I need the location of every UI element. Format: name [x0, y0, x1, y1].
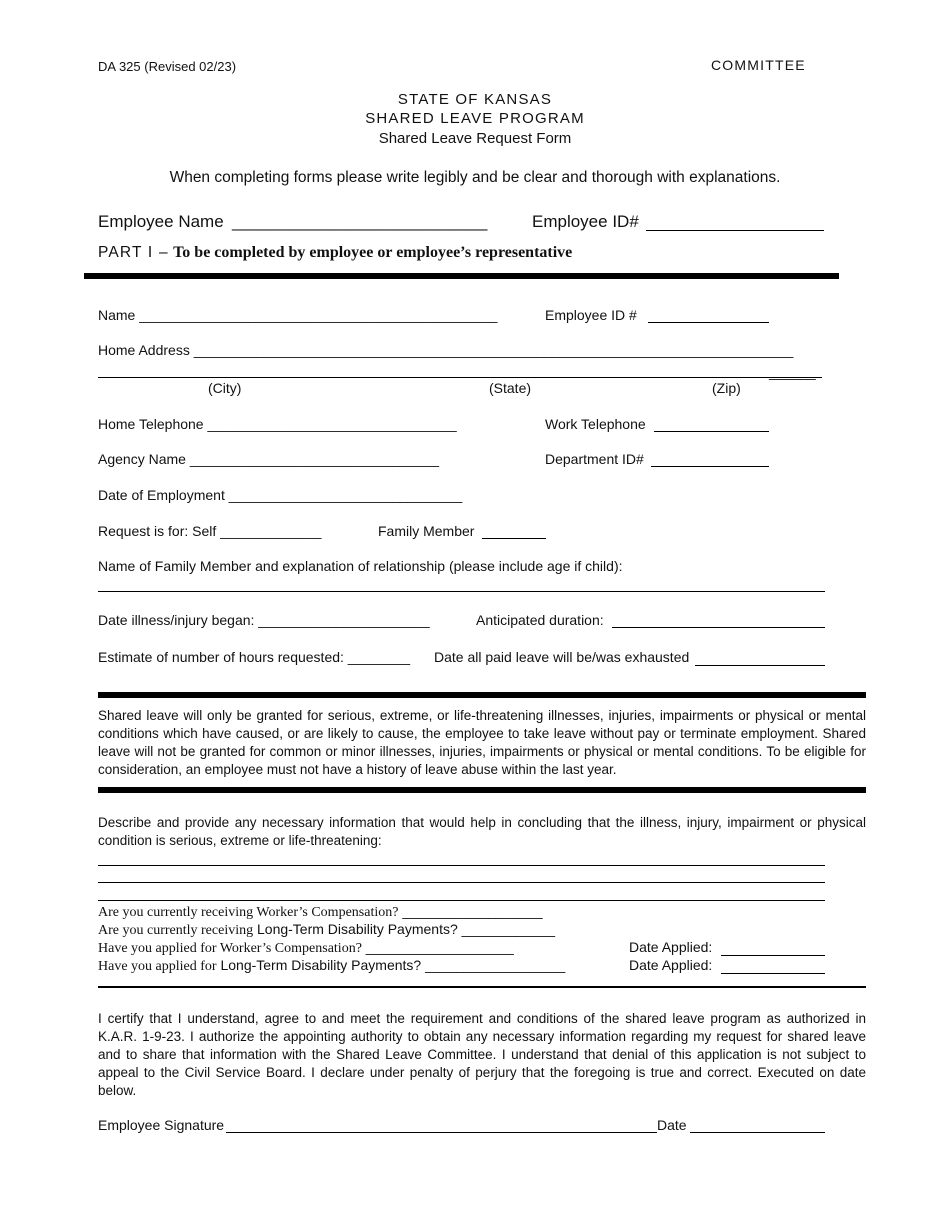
state-label: (State) [489, 380, 532, 396]
question-workers-comp-applied[interactable] [98, 939, 514, 957]
instruction-text: When completing forms please write legibly and be clear and thorough with explanations. [169, 169, 781, 186]
employee-id-label: Employee ID# [532, 212, 639, 231]
employee-name-field[interactable]: ___________________________ [232, 212, 488, 231]
question-ltd-receiving[interactable] [98, 921, 555, 939]
date-of-employment-field[interactable]: Date of Employment ______________________________ [98, 487, 463, 503]
program-heading: SHARED LEAVE PROGRAM [365, 110, 585, 127]
address-line-2[interactable] [98, 377, 822, 378]
signature-date-field[interactable] [690, 1132, 825, 1133]
paid-leave-exhausted-field[interactable] [695, 665, 825, 666]
employee-name-label: Employee Name [98, 212, 224, 231]
question-1-blank[interactable]: __________________ [398, 903, 543, 919]
hours-requested-field[interactable]: Estimate of number of hours requested: ________ [98, 649, 411, 665]
agency-name-field[interactable]: Agency Name ________________________________ [98, 451, 439, 467]
employee-id-number-field[interactable] [648, 322, 769, 323]
question-3-blank[interactable]: ___________________ [361, 939, 514, 955]
question-4-text: Have you applied for [98, 959, 217, 974]
date-applied-label-1: Date Applied: [629, 939, 713, 955]
anticipated-duration-label: Anticipated duration: [476, 612, 604, 628]
describe-line-2[interactable] [98, 882, 825, 883]
department-id-field[interactable] [651, 466, 769, 467]
family-member-label: Family Member [378, 523, 475, 539]
home-telephone-field[interactable]: Home Telephone ________________________________ [98, 416, 457, 432]
family-member-field[interactable] [482, 538, 546, 539]
anticipated-duration-field[interactable] [612, 627, 825, 628]
request-self-field[interactable]: Request is for: Self _____________ [98, 523, 322, 539]
employee-id-field[interactable] [646, 230, 824, 231]
certification-text: I certify that I understand, agree to and meet the requirement and conditions of the shared leave program as authorized in K.A.R. 1-9-23. I authorize the appointing authority to obtain any necessary information regarding my request for shared leave and to share that information with the Shared Leave Committee. I understand that denial of this application is not subject to appeal to the Civil Service Board. I declare under penalty of perjury that the foregoing is true and correct. Executed on date below. [98, 1011, 866, 1098]
signature-date-label: Date [657, 1117, 687, 1133]
describe-line-3[interactable] [98, 900, 825, 901]
question-1-text: Are you currently receiving Worker’s Compensation? [98, 905, 399, 920]
zip-label: (Zip) [712, 380, 741, 396]
illness-began-field[interactable]: Date illness/injury began: ______________________ [98, 612, 430, 628]
questions-divider [98, 986, 866, 988]
question-ltd-applied[interactable] [98, 957, 565, 975]
family-member-explanation-label: Name of Family Member and explanation of relationship (please include age if child): [98, 558, 623, 574]
question-3-text: Have you applied for Worker’s Compensation? [98, 941, 362, 956]
question-workers-comp-receiving[interactable] [98, 903, 542, 921]
employee-signature-field[interactable] [226, 1132, 657, 1133]
form-code: DA 325 (Revised 02/23) [98, 59, 237, 74]
notice-text: Shared leave will only be granted for serious, extreme, or life-threatening illnesses, injuries, impairments or physical or mental conditions which have caused, or are likely to cause, the employee to take leave without pay or terminate employment. Shared leave will not be granted for common or minor illnesses, injuries, impairments or physical or mental conditions. To be eligible for consideration, an employee must not have a history of leave abuse within the last year. [98, 708, 866, 777]
paid-leave-exhausted-label: Date all paid leave will be/was exhausted [434, 649, 690, 665]
describe-line-1[interactable] [98, 865, 825, 866]
employee-signature-label: Employee Signature [98, 1117, 225, 1133]
committee-label: COMMITTEE [711, 57, 806, 73]
part-one-prefix: PART I – [98, 244, 169, 261]
department-id-label: Department ID# [545, 451, 644, 467]
notice-bottom-rule [98, 787, 866, 793]
date-applied-field-2[interactable] [721, 973, 825, 974]
address-tail: ______ [769, 364, 816, 380]
form-title: Shared Leave Request Form [378, 130, 572, 147]
part-one-title: To be completed by employee or employee’s representative [173, 244, 573, 261]
notice-top-rule [98, 692, 866, 698]
part-one-divider [84, 273, 839, 279]
home-address-field[interactable]: Home Address _____________________________________________________________________________ [98, 342, 794, 358]
work-telephone-field[interactable] [654, 431, 769, 432]
describe-text: Describe and provide any necessary information that would help in concluding that the illness, injury, impairment or physical condition is serious, extreme or life-threatening: [98, 815, 866, 848]
date-applied-field-1[interactable] [721, 955, 825, 956]
part-one-heading [98, 244, 572, 262]
employee-id-number-label: Employee ID # [545, 307, 637, 323]
question-2-blank[interactable]: Long-Term Disability Payments? ____________ [253, 921, 556, 937]
name-field[interactable]: Name ______________________________________________ [98, 307, 498, 323]
state-heading: STATE OF KANSAS [397, 91, 553, 108]
family-member-explanation-field[interactable] [98, 591, 825, 592]
city-label: (City) [208, 380, 242, 396]
date-applied-label-2: Date Applied: [629, 957, 713, 973]
question-2-text: Are you currently receiving [98, 923, 254, 938]
work-telephone-label: Work Telephone [545, 416, 646, 432]
question-4-blank[interactable]: Long-Term Disability Payments? __________________ [216, 957, 566, 973]
